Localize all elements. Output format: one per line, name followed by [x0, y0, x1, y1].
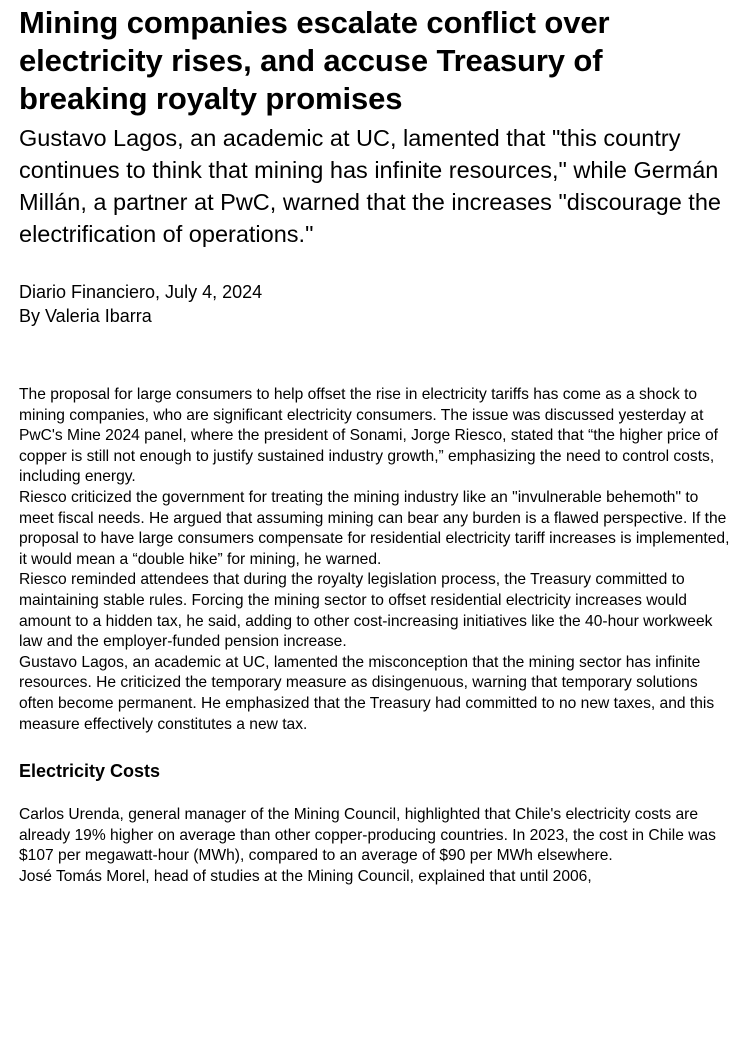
- source-date: Diario Financiero, July 4, 2024: [19, 282, 263, 302]
- body-paragraph: The proposal for large consumers to help offset the rise in electricity tariffs has come as a shock to mining companies, who are significant electricity consumers. The issue was discussed yesterday at PwC's Mine 2024 panel, where the president of Sonami, Jorge Riesco, stated that “the higher price of copper is still not enough to justify sustained industry growth,” emphasizing the need to control costs, including energy.: [19, 386, 719, 486]
- article-body: [19, 385, 731, 887]
- article: [0, 4, 750, 887]
- author: By Valeria Ibarra: [19, 306, 152, 326]
- section-paragraph: José Tomás Morel, head of studies at the Mining Council, explained that until 2006,: [19, 867, 592, 885]
- section-body: [19, 805, 731, 887]
- subheadline: Gustavo Lagos, an academic at UC, lamented that "this country continues to think that mining has infinite resources," while Germán Millán, a partner at PwC, warned that the increases "discourage the electrification of operations.": [19, 125, 721, 247]
- body-paragraph: Gustavo Lagos, an academic at UC, lamented the misconception that the mining sector has infinite resources. He criticized the temporary measure as disingenuous, warning that temporary solutions often become permanent. He emphasized that the Treasury had committed to no new taxes, and this measure effectively constitutes a new tax.: [19, 653, 715, 733]
- headline: Mining companies escalate conflict over electricity rises, and accuse Treasury of breaking royalty promises: [19, 5, 610, 116]
- section-heading: Electricity Costs: [19, 761, 161, 782]
- section-paragraph: Carlos Urenda, general manager of the Mining Council, highlighted that Chile's electricity costs are already 19% higher on average than other copper-producing countries. In 2023, the cost in Chile was $107 per megawatt-hour (MWh), compared to an average of $90 per MWh elsewhere.: [19, 806, 716, 865]
- byline-block: [19, 280, 731, 328]
- body-paragraph: Riesco reminded attendees that during the royalty legislation process, the Treasury committed to maintaining stable rules. Forcing the mining sector to offset residential electricity increases would amount to a hidden tax, he said, adding to other cost-increasing initiatives like the 40-hour workweek law and the employer-funded pension increase.: [19, 571, 713, 651]
- body-paragraph: Riesco criticized the government for treating the mining industry like an "invulnerable behemoth" to meet fiscal needs. He argued that assuming mining can bear any burden is a flawed perspective. If the proposal to have large consumers compensate for residential electricity tariff increases is implemented, it would mean a “double hike” for mining, he warned.: [19, 488, 730, 568]
